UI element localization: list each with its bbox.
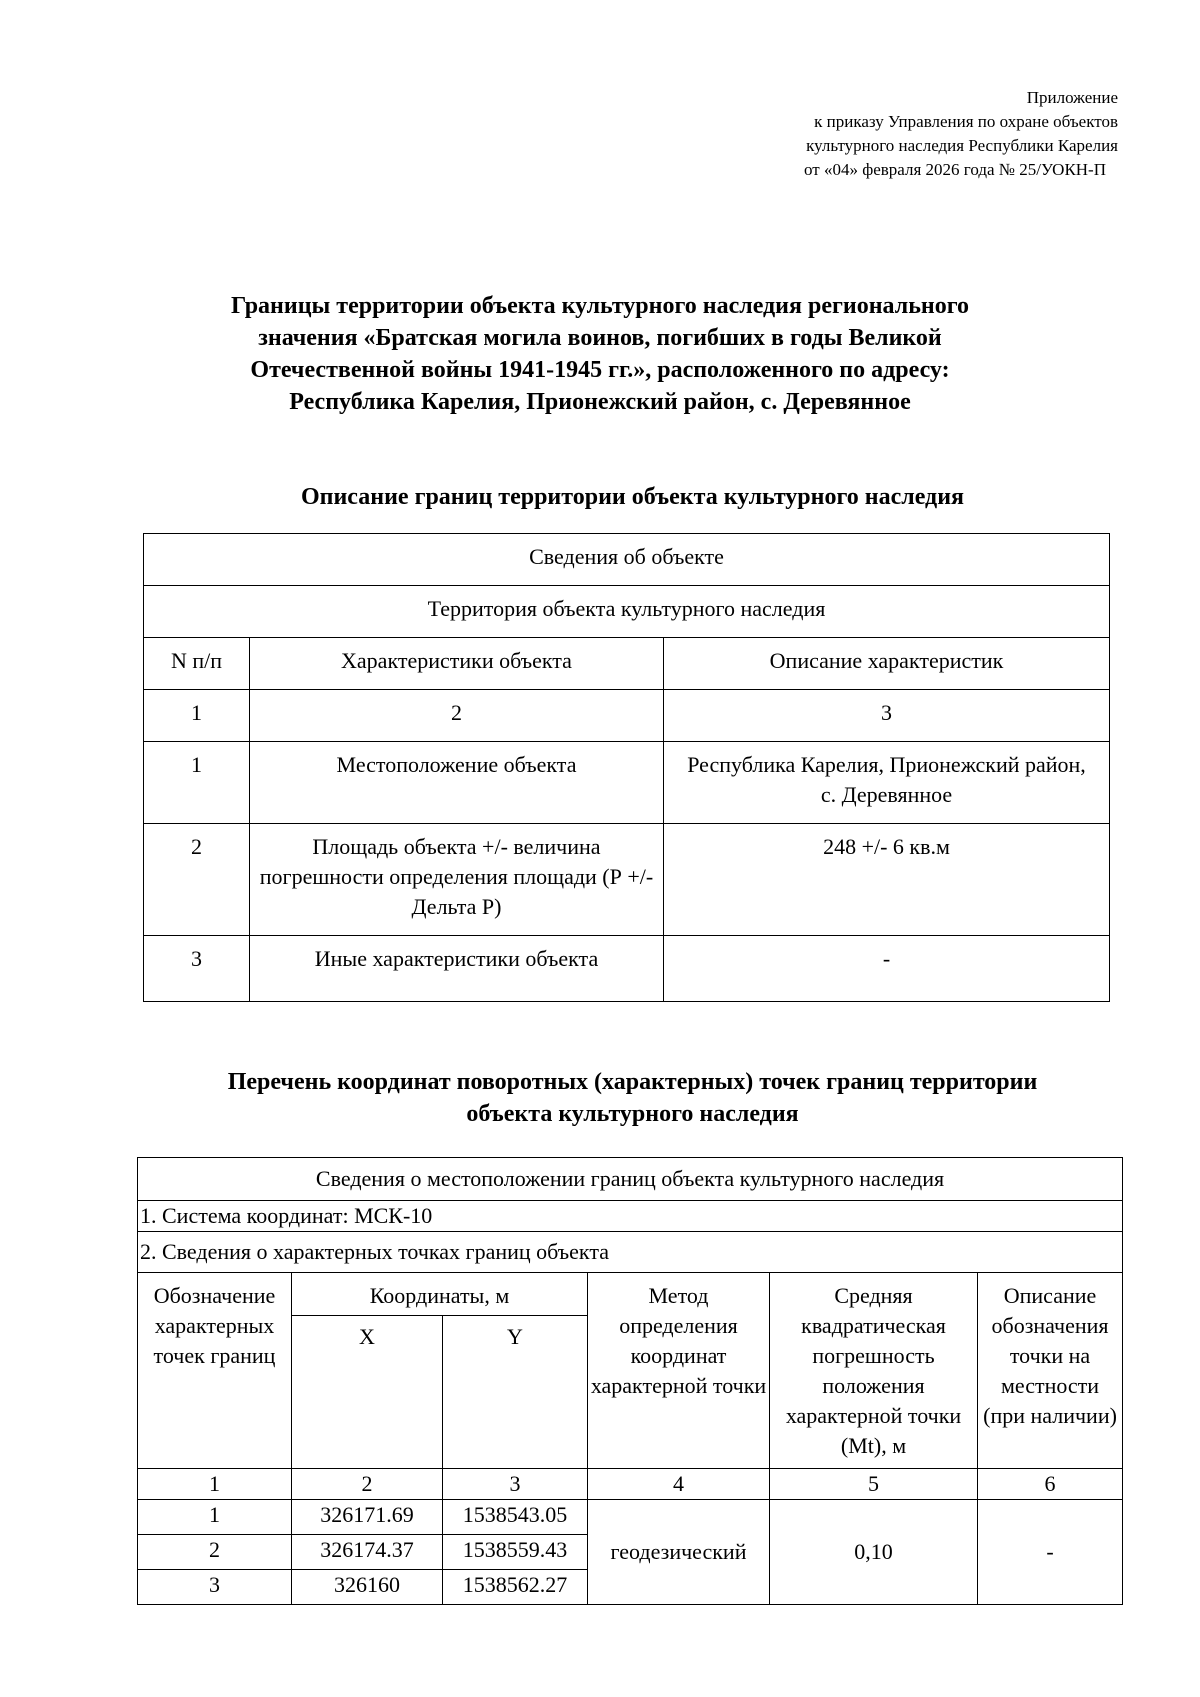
header-coordinates: Координаты, м xyxy=(292,1273,588,1316)
column-number: 4 xyxy=(588,1469,770,1500)
table-row xyxy=(144,936,1110,1002)
appendix-header xyxy=(804,86,1118,182)
appendix-date-number: от «04» февраля 2026 года № 25/УОКН-П xyxy=(803,160,1106,179)
header-x: X xyxy=(292,1316,443,1469)
description-value: - xyxy=(978,1500,1123,1605)
point-y: 1538562.27 xyxy=(443,1570,588,1605)
method-value: геодезический xyxy=(588,1500,770,1605)
column-number: 1 xyxy=(144,690,250,742)
title-line: Отечественной войны 1941-1945 гг.», расположенного по адресу: xyxy=(250,357,950,383)
table-row xyxy=(144,824,1110,936)
column-number: 3 xyxy=(443,1469,588,1500)
appendix-label: Приложение xyxy=(1026,88,1118,107)
point-id: 3 xyxy=(138,1570,292,1605)
row-description: - xyxy=(664,936,1110,1002)
row-number: 1 xyxy=(144,742,250,824)
point-id: 2 xyxy=(138,1535,292,1570)
header-y: Y xyxy=(443,1316,588,1469)
header-method: Метод определения координат характерной точки xyxy=(588,1273,770,1469)
title-line: Республика Карелия, Прионежский район, с. Деревянное xyxy=(289,389,911,415)
column-number: 2 xyxy=(250,690,664,742)
title-line: значения «Братская могила воинов, погибших в годы Великой xyxy=(258,325,942,351)
header-description: Описание обозначения точки на местности (при наличии) xyxy=(978,1273,1123,1469)
point-x: 326160 xyxy=(292,1570,443,1605)
document-title xyxy=(0,290,1200,418)
row-number: 2 xyxy=(144,824,250,936)
row-characteristic: Иные характеристики объекта xyxy=(250,936,664,1002)
appendix-authority-line: культурного наследия Республики Карелия xyxy=(806,136,1118,155)
column-header: Характеристики объекта xyxy=(250,638,664,690)
column-header: Описание характеристик xyxy=(664,638,1110,690)
section1-heading: Описание границ территории объекта культурного наследия xyxy=(300,484,965,510)
table-row xyxy=(144,742,1110,824)
point-x: 326174.37 xyxy=(292,1535,443,1570)
row-characteristic: Площадь объекта +/- величина погрешности определения площади (Р +/- Дельта Р) xyxy=(250,824,664,936)
row-description: Республика Карелия, Прионежский район, с. Деревянное xyxy=(664,742,1110,824)
column-number: 6 xyxy=(978,1469,1123,1500)
points-title: 2. Сведения о характерных точках границ объекта xyxy=(138,1232,1123,1273)
coordinate-system: 1. Система координат: МСК-10 xyxy=(138,1201,1123,1232)
point-y: 1538543.05 xyxy=(443,1500,588,1535)
table-subcaption: Территория объекта культурного наследия xyxy=(144,586,1110,638)
point-x: 326171.69 xyxy=(292,1500,443,1535)
coordinates-caption: Сведения о местоположении границ объекта культурного наследия xyxy=(138,1158,1123,1201)
column-header: N п/п xyxy=(144,638,250,690)
section2-heading-line: объекта культурного наследия xyxy=(466,1101,799,1127)
column-number: 3 xyxy=(664,690,1110,742)
header-designation: Обозначение характерных точек границ xyxy=(138,1273,292,1469)
row-characteristic: Местоположение объекта xyxy=(250,742,664,824)
section2-heading-line: Перечень координат поворотных (характерных) точек границ территории xyxy=(227,1069,1038,1095)
row-description: 248 +/- 6 кв.м xyxy=(664,824,1110,936)
point-id: 1 xyxy=(138,1500,292,1535)
column-number: 2 xyxy=(292,1469,443,1500)
header-error: Средняя квадратическая погрешность положения характерной точки (Mt), м xyxy=(770,1273,978,1469)
object-info-table xyxy=(143,533,1110,1002)
section2-heading xyxy=(0,1066,1200,1130)
point-y: 1538559.43 xyxy=(443,1535,588,1570)
title-line: Границы территории объекта культурного наследия регионального xyxy=(230,293,970,319)
column-number: 5 xyxy=(770,1469,978,1500)
error-value: 0,10 xyxy=(770,1500,978,1605)
column-number: 1 xyxy=(138,1469,292,1500)
table-row xyxy=(138,1500,1123,1535)
appendix-order-line: к приказу Управления по охране объектов xyxy=(814,112,1118,131)
row-number: 3 xyxy=(144,936,250,1002)
coordinates-table xyxy=(137,1157,1123,1605)
table-caption: Сведения об объекте xyxy=(144,534,1110,586)
